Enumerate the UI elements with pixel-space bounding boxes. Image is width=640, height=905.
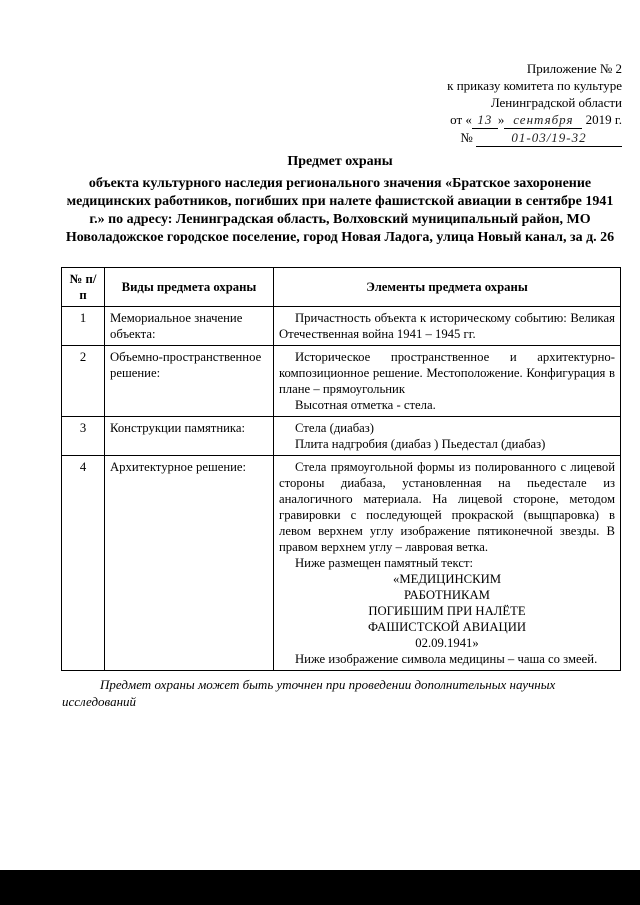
document-title — [60, 153, 620, 247]
inscription-date: 02.09.1941» — [415, 636, 479, 650]
row-type: Мемориальное значение объекта: — [105, 307, 274, 346]
title-body: объекта культурного наследия регионального значения «Братское захоронение медицинских работников, погибших при налете фашистской авиации в сентябре 1941 г.» по адресу: Ленинградская область, Волховский муниципальный район, МО Новоладожское городское поселение, город Новая Ладога, улица Новый канал, за д. 26 — [65, 176, 615, 245]
element-text: Причастность объекта к историческому событию: Великая Отечественная война 1941 – 1945 гг. — [279, 311, 615, 341]
order-reference: к приказу комитета по культуре — [447, 78, 622, 93]
handwritten-day: 13 — [472, 111, 498, 129]
title-heading: Предмет охраны — [287, 154, 393, 169]
row-elements — [274, 417, 621, 456]
committee-region: Ленинградской области — [490, 95, 622, 110]
order-date — [402, 111, 622, 129]
element-text: Стела прямоугольной формы из полированного с лицевой стороны диабаза, установленная на пьедестале из аналогичного материала. На лицевой стороне, методом гравировки с последующей прокраской (выщпаровка) в левом верхнем углу изображение пятиконечной звезды. В правом верхнем углу – лавровая ветка. — [279, 460, 615, 554]
number-prefix: № — [460, 130, 473, 145]
appendix-header — [402, 60, 622, 147]
date-mid: » — [497, 112, 505, 127]
date-prefix: от « — [450, 112, 472, 127]
table-row — [62, 307, 621, 346]
header-elements: Элементы предмета охраны — [274, 268, 621, 307]
header-types: Виды предмета охраны — [105, 268, 274, 307]
row-type: Архитектурное решение: — [105, 456, 274, 671]
element-text: Высотная отметка - стела. — [295, 398, 436, 412]
inscription-line: ФАШИСТСКОЙ АВИАЦИИ — [367, 620, 527, 634]
protection-table — [61, 267, 621, 671]
order-number — [402, 129, 622, 147]
element-text: Плита надгробия (диабаз ) Пьедестал (диабаз) — [295, 437, 546, 451]
table-row — [62, 346, 621, 417]
row-num: 3 — [62, 417, 105, 456]
date-year: 2019 г. — [585, 112, 622, 127]
row-elements — [274, 456, 621, 671]
row-type: Конструкции памятника: — [105, 417, 274, 456]
row-elements — [274, 346, 621, 417]
inscription-line: ПОГИБШИМ ПРИ НАЛЁТЕ — [368, 604, 526, 618]
appendix-number: Приложение № 2 — [526, 61, 622, 76]
row-num: 2 — [62, 346, 105, 417]
row-num: 4 — [62, 456, 105, 671]
element-text: Историческое пространственное и архитектурно-композиционное решение. Местоположение. Конфигурация в плане – прямоугольник — [279, 350, 615, 396]
table-header-row — [62, 268, 621, 307]
row-num: 1 — [62, 307, 105, 346]
element-text: Ниже размещен памятный текст: — [295, 556, 474, 570]
row-elements — [274, 307, 621, 346]
element-text: Ниже изображение символа медицины – чаша со змеей. — [295, 652, 598, 666]
inscription-line: РАБОТНИКАМ — [404, 588, 490, 602]
handwritten-number: 01-03/19-32 — [476, 129, 622, 147]
header-num: № п/п — [62, 268, 105, 307]
inscription-line: «МЕДИЦИНСКИМ — [392, 572, 502, 586]
scan-border — [0, 870, 640, 905]
row-type: Объемно-пространственное решение: — [105, 346, 274, 417]
table-row — [62, 456, 621, 671]
footnote: Предмет охраны может быть уточнен при проведении дополнительных научных исследований — [62, 677, 556, 709]
handwritten-month: сентября — [504, 111, 582, 129]
element-text: Стела (диабаз) — [295, 421, 375, 435]
table-row — [62, 417, 621, 456]
